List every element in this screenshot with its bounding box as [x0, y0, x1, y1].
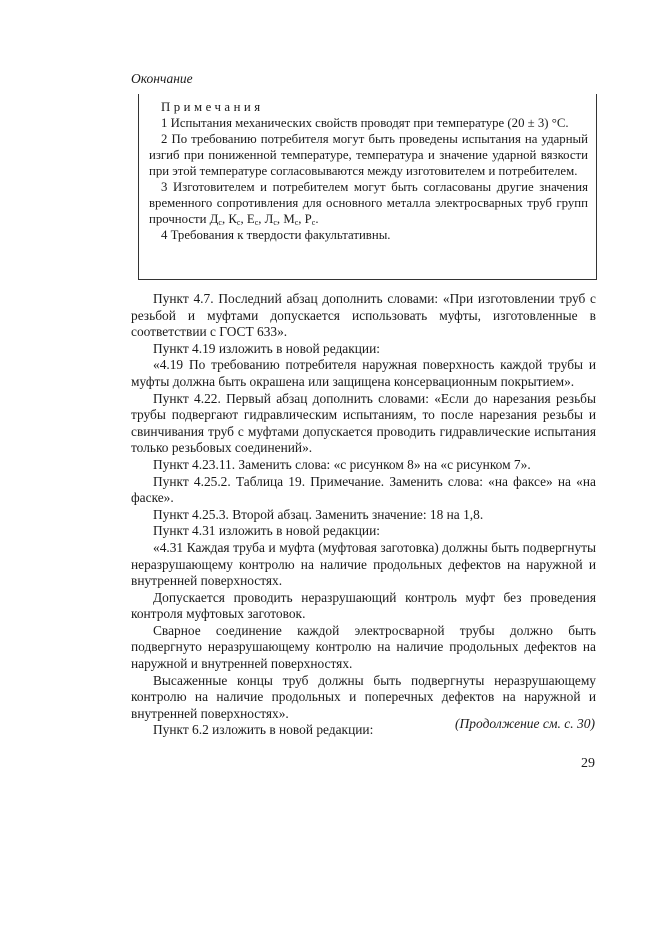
notes-box — [138, 94, 597, 280]
strength-group: $Е_с$ — [246, 212, 259, 227]
paragraph: Пункт 4.31 изложить в новой редакции: — [153, 523, 380, 539]
paragraph: Пункт 4.23.11. Заменить слова: «с рисунком 8» на «с рисунком 7». — [153, 456, 531, 472]
paragraph: Пункт 4.19 изложить в новой редакции: — [153, 340, 380, 356]
page-number: 29 — [581, 756, 595, 771]
strength-group: $М_с$ — [283, 212, 299, 227]
paragraph: Пункт 6.2 изложить в новой редакции: — [153, 722, 374, 738]
paragraph: Пункт 4.7. Последний абзац дополнить словами: «При изготовлении труб с резьбой и муфтами допускается использовать муфты, изготовленные в соответствии с ГОСТ 633». — [131, 291, 596, 340]
paragraph: Сварное соединение каждой электросварной трубы должно быть подвергнуто неразрушающему контролю на наличие продольных дефектов на наружной и внутренней поверхностях. — [131, 622, 596, 672]
paragraph: Пункт 4.25.3. Второй абзац. Заменить значение: 18 на 1,8. — [153, 506, 484, 522]
note-1: 1 Испытания механических свойств проводят при температуре (20 ± 3) °С. — [161, 116, 569, 130]
note-4: 4 Требования к твердости факультативны. — [161, 228, 391, 242]
note-3: 3 Изготовителем и потребителем могут быть согласованы другие значения временного сопротивления для основного металла электросварных труб групп прочности $Д_с$, $К_с$, $Е_с$, $Л_с$, $М_с$, $Р_с$. — [149, 180, 588, 227]
notes-title: Примечания — [161, 100, 264, 114]
paragraph: «4.31 Каждая труба и муфта (муфтовая заготовка) должны быть подвергнуты неразрушающему контролю на наличие продольных дефектов на наружной и внутренней поверхностях. — [131, 539, 596, 589]
continuation-note: (Продолжение см. с. 30) — [455, 716, 595, 731]
strength-group: $Р_с$ — [304, 212, 316, 227]
note-2: 2 По требованию потребителя могут быть проведены испытания на ударный изгиб при пониженной температуре, температура и значение ударной вязкости при этой температуре согласовываются между изготовителем и потребителем. — [149, 132, 588, 178]
strength-group: $Л_с$ — [264, 212, 277, 227]
strength-group: $Д_с$ — [209, 212, 222, 227]
paragraph: Допускается проводить неразрушающий контроль муфт без проведения контроля муфтовых заготовок. — [131, 589, 596, 622]
paragraph: «4.19 По требованию потребителя наружная поверхность каждой трубы и муфты должна быть окрашена или защищена консервационным покрытием». — [131, 357, 596, 389]
paragraph: Пункт 4.25.2. Таблица 19. Примечание. Заменить слова: «на факсе» на «на фаске». — [131, 473, 596, 506]
paragraph: Пункт 4.22. Первый абзац дополнить словами: «Если до нарезания резьбы трубы подвергают гидравлическим испытаниям, то после нарезания резьбы и свинчивания труб с муфтами допускается проводить гидравлические испытания только резьбовых соединений». — [131, 390, 596, 456]
paragraph: Высаженные концы труб должны быть подвергнуты неразрушающему контролю на наличие продольных и поперечных дефектов на наружной и внутренней поверхностях». — [131, 672, 596, 721]
note-3-text: 3 Изготовителем и потребителем могут быть согласованы другие значения временного сопротивления для основного металла электросварных труб групп прочности — [149, 180, 588, 226]
amendment-text — [131, 291, 596, 739]
strength-group: $К_с$ — [228, 212, 241, 227]
continuation-label: Окончание — [131, 71, 193, 86]
